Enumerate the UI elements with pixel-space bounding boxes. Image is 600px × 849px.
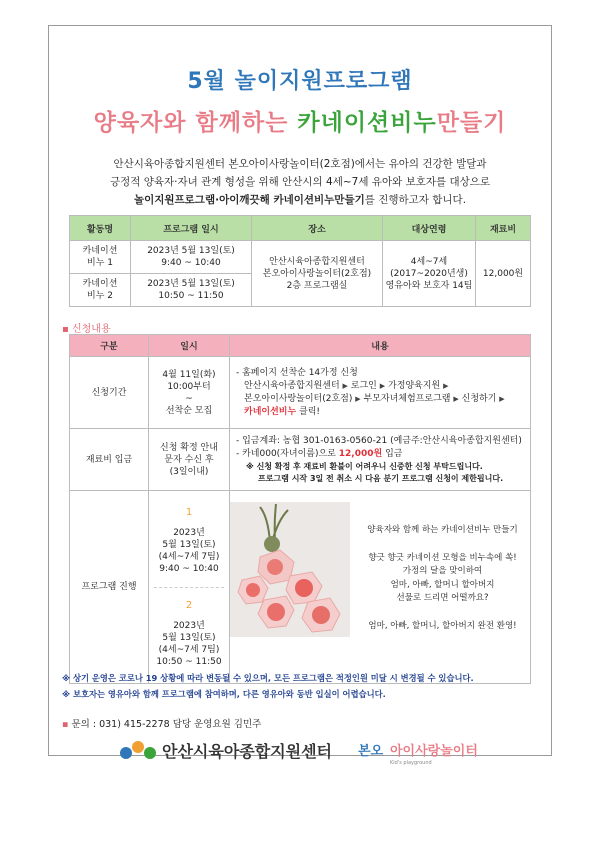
header-category: 구분 [70, 335, 149, 357]
datetime-1: 2023년 5월 13일(토) 9:40 ~ 10:40 [131, 241, 252, 274]
activity-1: 카네이션 비누 1 [70, 241, 131, 274]
footnote-2: ※ 보호자는 영유아와 함께 프로그램에 참여하며, 다른 영유아와 동반 입실이 어렵습니다. [62, 689, 386, 699]
age-cell: 4세~7세 (2017~2020년생) 영유아와 보호자 14팀 [383, 241, 476, 307]
header-date: 일시 [149, 335, 230, 357]
fee-cell: 12,000원 [476, 241, 531, 307]
apply-label: 신청기간 [70, 357, 149, 429]
header-content: 내용 [230, 335, 531, 357]
footnote-1: ※ 상기 운영은 코로나 19 상황에 따라 변동될 수 있으며, 모든 프로그램은 적정인원 미달 시 변경될 수 있습니다. [62, 673, 474, 683]
apply-content: - 홈페이지 선착순 14가정 신청 안산시육아종합지원센터 ▶ 로그인 ▶ 가정양육지원 ▶ 본오아이사랑놀이터(2호점) ▶ 부모자녀체험프로그램 ▶ 신청하기 ▶ 카네이션비누 클릭! [230, 357, 531, 429]
header-activity: 활동명 [70, 216, 131, 241]
activity-2: 카네이션 비누 2 [70, 274, 131, 307]
program-description: 양육자와 함께 하는 카네이션비누 만들기 향긋 향긋 카네이션 모형을 비누속에 쏙! 가정의 달을 맞이하여 엄마, 아빠, 할머니 할아버지 선물로 드리면 어떨까요? 엄마, 아빠, 할머니, 할아버지 완전 환영! [367, 525, 518, 631]
header-age: 대상연령 [383, 216, 476, 241]
place-cell: 안산시육아종합지원센터 본오아이사랑놀이터(2호점) 2층 프로그램실 [252, 241, 383, 307]
center-logo [118, 735, 498, 765]
carnation-soap-photo [230, 502, 350, 637]
header-fee: 재료비 [476, 216, 531, 241]
header-datetime: 프로그램 일시 [131, 216, 252, 241]
svg-text:안산시육아종합지원센터: 안산시육아종합지원센터 [162, 742, 333, 761]
header-place: 장소 [252, 216, 383, 241]
intro-text: 안산시육아종합지원센터 본오아이사랑놀이터(2호점)에서는 유아의 건강한 발달과 긍정적 양육자·자녀 관계 형성을 위해 안산시의 4세~7세 유아와 보호자를 대상으로 놀이지원프로그램·아이깨끗해 카네이션비누만들기를 진행하고자 합니다. [109, 158, 491, 206]
fee-label: 재료비 입금 [70, 429, 149, 491]
section-title: ▪ 신청내용 [62, 324, 111, 335]
apply-date: 4월 11일(화) 10:00부터 ~ 선착순 모집 [149, 357, 230, 429]
program-sessions: 1 2023년 5월 13일(토) (4세~7세 7팀) 9:40 ~ 10:40 2 2023년 5월 13일(토) (4세~7세 7팀) 10:50 ~ 11:50 [149, 491, 230, 684]
fee-date: 신청 확정 안내 문자 수신 후 (3일이내) [149, 429, 230, 491]
contact-info: ▪ 문의 : 031) 415-2278 담당 운영요원 김민주 [62, 719, 262, 730]
page-title: 5월 놀이지원프로그램 [187, 69, 413, 94]
program-label: 프로그램 진행 [70, 491, 149, 684]
svg-text:본오: 본오 [358, 744, 384, 759]
program-info-table [69, 215, 531, 307]
fee-content: - 입금계좌: 농협 301-0163-0560-21 (예금주:안산시육아종합지원센터) - 카네000(자녀이름)으로 12,000원 입금 ※ 신청 확정 후 재료비 환불이 어려우니 신중한 신청 부탁드립니다. 프로그램 시작 3일 전 취소 시 다음 분기 프로그램 신청이 제한됩니다. [230, 429, 531, 491]
svg-text:Kid's playground: Kid's playground [390, 760, 432, 765]
svg-text:아이사랑놀이터: 아이사랑놀이터 [390, 744, 478, 759]
page-subtitle: 양육자와 함께하는 카네이션비누만들기 [93, 110, 507, 136]
datetime-2: 2023년 5월 13일(토) 10:50 ~ 11:50 [131, 274, 252, 307]
